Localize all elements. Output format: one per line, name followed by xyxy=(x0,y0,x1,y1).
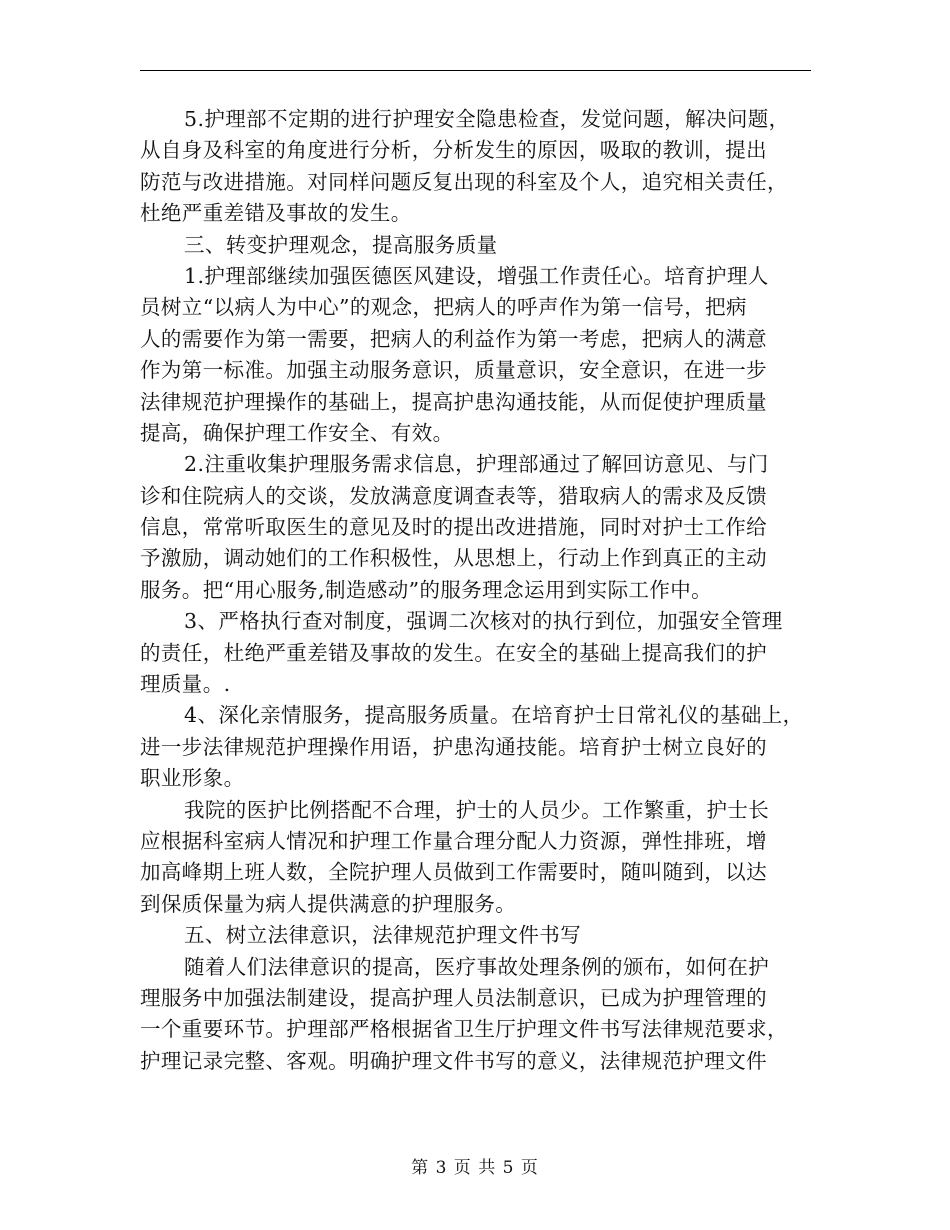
text-line: 从自身及科室的角度进行分析，分析发生的原因，吸取的教训，提出 xyxy=(140,138,767,163)
header-rule xyxy=(140,70,811,71)
text-line: 杜绝严重差错及事故的发生。 xyxy=(140,201,412,226)
text-line: 三、转变护理观念，提高服务质量 xyxy=(184,232,498,257)
text-line: 服务。把“用心服务,制造感动”的服务理念运用到实际工作中。 xyxy=(140,577,713,602)
text-line: 的责任，杜绝严重差错及事故的发生。在安全的基础上提高我们的护 xyxy=(140,640,767,665)
text-line: 职业形象。 xyxy=(140,766,245,791)
text-line: 我院的医护比例搭配不合理，护士的人员少。工作繁重，护士长 xyxy=(184,797,770,822)
text-line: 人的需要作为第一需要，把病人的利益作为第一考虑，把病人的满意 xyxy=(140,326,767,351)
text-line: 加高峰期上班人数，全院护理人员做到工作需要时，随叫随到，以达 xyxy=(140,860,767,885)
text-line: 随着人们法律意识的提高，医疗事故处理条例的颁布，如何在护 xyxy=(184,954,770,979)
page-number-footer: 第 3 页 共 5 页 xyxy=(411,1158,539,1178)
text-line: 提高，确保护理工作安全、有效。 xyxy=(140,420,454,445)
text-line: 予激励，调动她们的工作积极性，从思想上，行动上作到真正的主动 xyxy=(140,546,767,571)
text-line: 诊和住院病人的交谈，发放满意度调查表等，猎取病人的需求及反馈 xyxy=(140,483,767,508)
text-line: 护理记录完整、客观。明确护理文件书写的意义，法律规范护理文件 xyxy=(140,1048,767,1073)
text-line: 理服务中加强法制建设，提高护理人员法制意识，已成为护理管理的 xyxy=(140,985,767,1010)
text-line: 应根据科室病人情况和护理工作量合理分配人力资源，弹性排班，增 xyxy=(140,828,767,853)
text-line: 1.护理部继续加强医德医风建设，增强工作责任心。培育护理人 xyxy=(184,263,769,288)
document-body xyxy=(140,104,815,1077)
text-line: 作为第一标准。加强主动服务意识，质量意识，安全意识，在进一步 xyxy=(140,358,767,383)
text-line: 法律规范护理操作的基础上，提高护患沟通技能，从而促使护理质量 xyxy=(140,389,767,414)
text-line: 防范与改进措施。对同样问题反复出现的科室及个人，追究相关责任， xyxy=(140,169,788,194)
text-line: 到保质保量为病人提供满意的护理服务。 xyxy=(140,891,517,916)
text-line: 员树立“以病人为中心”的观念，把病人的呼声作为第一信号，把病 xyxy=(140,295,747,320)
text-line: 五、树立法律意识，法律规范护理文件书写 xyxy=(184,923,582,948)
text-line: 理质量。. xyxy=(140,672,231,697)
text-line: 进一步法律规范护理操作用语，护患沟通技能。培育护士树立良好的 xyxy=(140,734,767,759)
text-line: 一个重要环节。护理部严格根据省卫生厅护理文件书写法律规范要求， xyxy=(140,1017,788,1042)
text-line: 4、深化亲情服务，提高服务质量。在培育护士日常礼仪的基础上， xyxy=(184,703,804,728)
text-line: 3、严格执行查对制度，强调二次核对的执行到位，加强安全管理 xyxy=(184,609,783,634)
text-line: 信息，常常听取医生的意见及时的提出改进措施，同时对护士工作给 xyxy=(140,515,767,540)
text-line: 5.护理部不定期的进行护理安全隐患检查，发觉问题，解决问题， xyxy=(184,107,790,131)
text-line: 2.注重收集护理服务需求信息，护理部通过了解回访意见、与门 xyxy=(184,452,769,477)
